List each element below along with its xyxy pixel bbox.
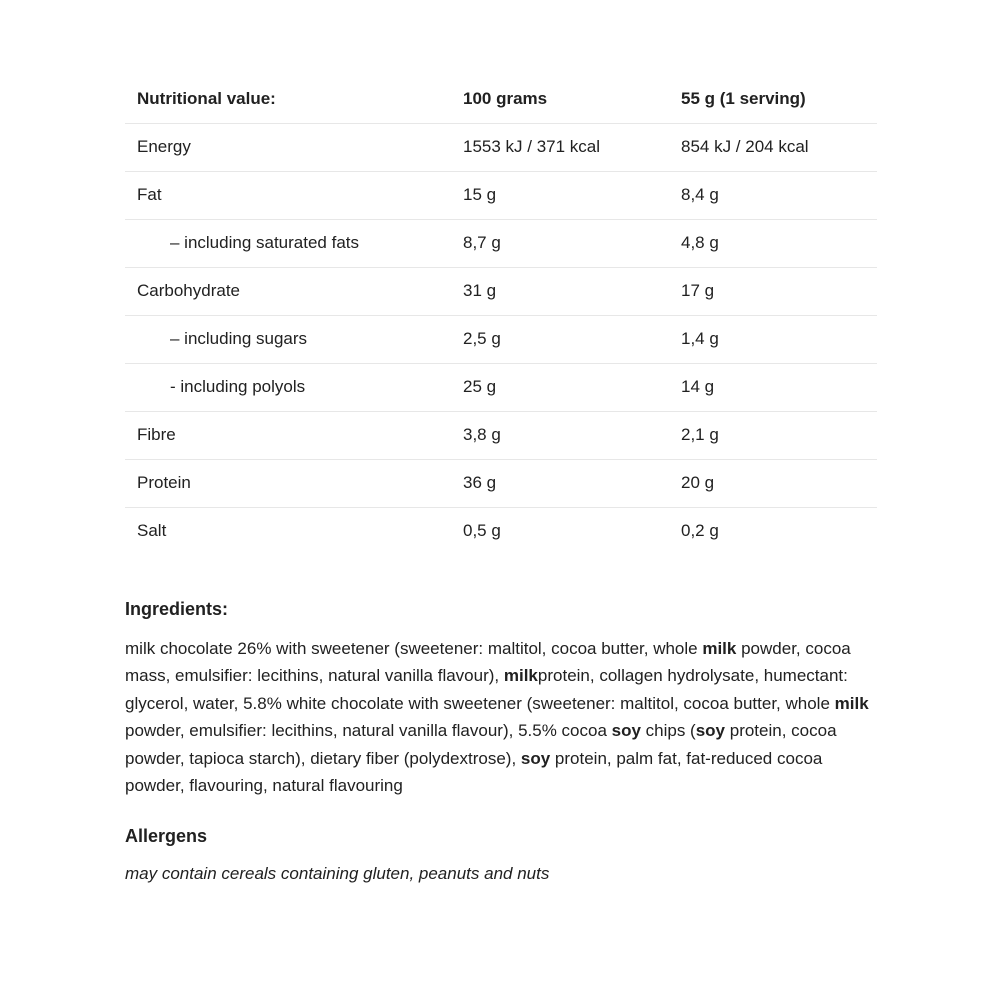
ingredients-text xyxy=(125,635,877,799)
value-per-serving: 8,4 g xyxy=(681,171,877,219)
value-per-serving: 17 g xyxy=(681,267,877,315)
table-row xyxy=(125,123,877,171)
nutrient-label: Fat xyxy=(125,171,463,219)
nutrient-label: Energy xyxy=(125,123,463,171)
value-per-serving: 0,2 g xyxy=(681,521,719,541)
nutrient-label: – including saturated fats xyxy=(125,219,463,267)
allergens-text: may contain cereals containing gluten, peanuts and nuts xyxy=(125,864,550,884)
product-nutrition-section xyxy=(125,75,877,885)
ingredients-segment: protein, palm fat, fat-reduced cocoa powder, flavouring, natural flavouring xyxy=(125,748,823,796)
column-header-serving: 55 g (1 serving) xyxy=(681,75,877,123)
allergen-emphasis: soy xyxy=(695,721,726,741)
ingredients-segment: powder, cocoa mass, emulsifier: lecithins, natural vanilla flavour), xyxy=(125,639,851,686)
table-row xyxy=(125,171,877,219)
nutrition-table-body xyxy=(125,123,877,555)
ingredients-segment: protein, cocoa powder, tapioca starch), dietary fiber (polydextrose), xyxy=(125,721,837,768)
value-per-serving: 20 g xyxy=(681,459,877,507)
table-row xyxy=(125,363,877,411)
table-row xyxy=(125,411,877,459)
value-per-100g: 2,5 g xyxy=(463,315,681,363)
nutrient-label: – including sugars xyxy=(125,315,463,363)
value-per-serving: 2,1 g xyxy=(681,411,877,459)
table-row xyxy=(125,459,877,507)
table-row xyxy=(125,219,877,267)
table-row xyxy=(125,507,877,555)
value-per-serving: 1,4 g xyxy=(681,315,877,363)
allergen-emphasis: soy xyxy=(520,748,551,768)
value-per-100g: 36 g xyxy=(463,459,681,507)
table-header-row xyxy=(125,75,877,123)
value-per-100g: 3,8 g xyxy=(463,411,681,459)
nutrient-label: Protein xyxy=(125,459,463,507)
column-header-100-grams: 100 grams xyxy=(463,75,681,123)
nutrient-label: - including polyols xyxy=(125,363,463,411)
value-per-100g: 0,5 g xyxy=(463,521,501,541)
nutrient-label: Carbohydrate xyxy=(125,267,463,315)
column-header-nutritional-value: Nutritional value: xyxy=(125,75,463,123)
allergens-heading: Allergens xyxy=(125,826,208,847)
allergen-emphasis: soy xyxy=(611,721,641,741)
nutrient-label: Fibre xyxy=(125,411,463,459)
ingredients-segment: powder, emulsifier: lecithins, natural vanilla flavour), 5.5% cocoa xyxy=(125,721,612,741)
value-per-100g: 8,7 g xyxy=(463,219,681,267)
value-per-serving: 854 kJ / 204 kcal xyxy=(681,123,877,171)
ingredients-segment: protein, collagen hydrolysate, humectant: glycerol, water, 5.8% white chocolate with sweetener (sweetener: maltitol, cocoa butter, whole xyxy=(125,666,848,713)
allergen-emphasis: milk xyxy=(834,693,869,713)
value-per-serving: 14 g xyxy=(681,363,877,411)
table-row xyxy=(125,267,877,315)
allergen-emphasis: milk xyxy=(503,666,538,686)
ingredients-heading: Ingredients: xyxy=(125,599,229,619)
value-per-100g: 31 g xyxy=(463,267,681,315)
allergen-emphasis: milk xyxy=(702,639,737,658)
value-per-serving: 4,8 g xyxy=(681,219,877,267)
value-per-100g: 25 g xyxy=(463,363,681,411)
value-per-100g: 1553 kJ / 371 kcal xyxy=(463,123,681,171)
value-per-100g: 15 g xyxy=(463,171,681,219)
ingredients-segment: milk chocolate 26% with sweetener (sweetener: maltitol, cocoa butter, whole xyxy=(125,639,703,658)
ingredients-segment: chips ( xyxy=(640,721,696,741)
nutrient-label: Salt xyxy=(137,521,167,541)
nutrition-table xyxy=(125,75,877,555)
table-row xyxy=(125,315,877,363)
